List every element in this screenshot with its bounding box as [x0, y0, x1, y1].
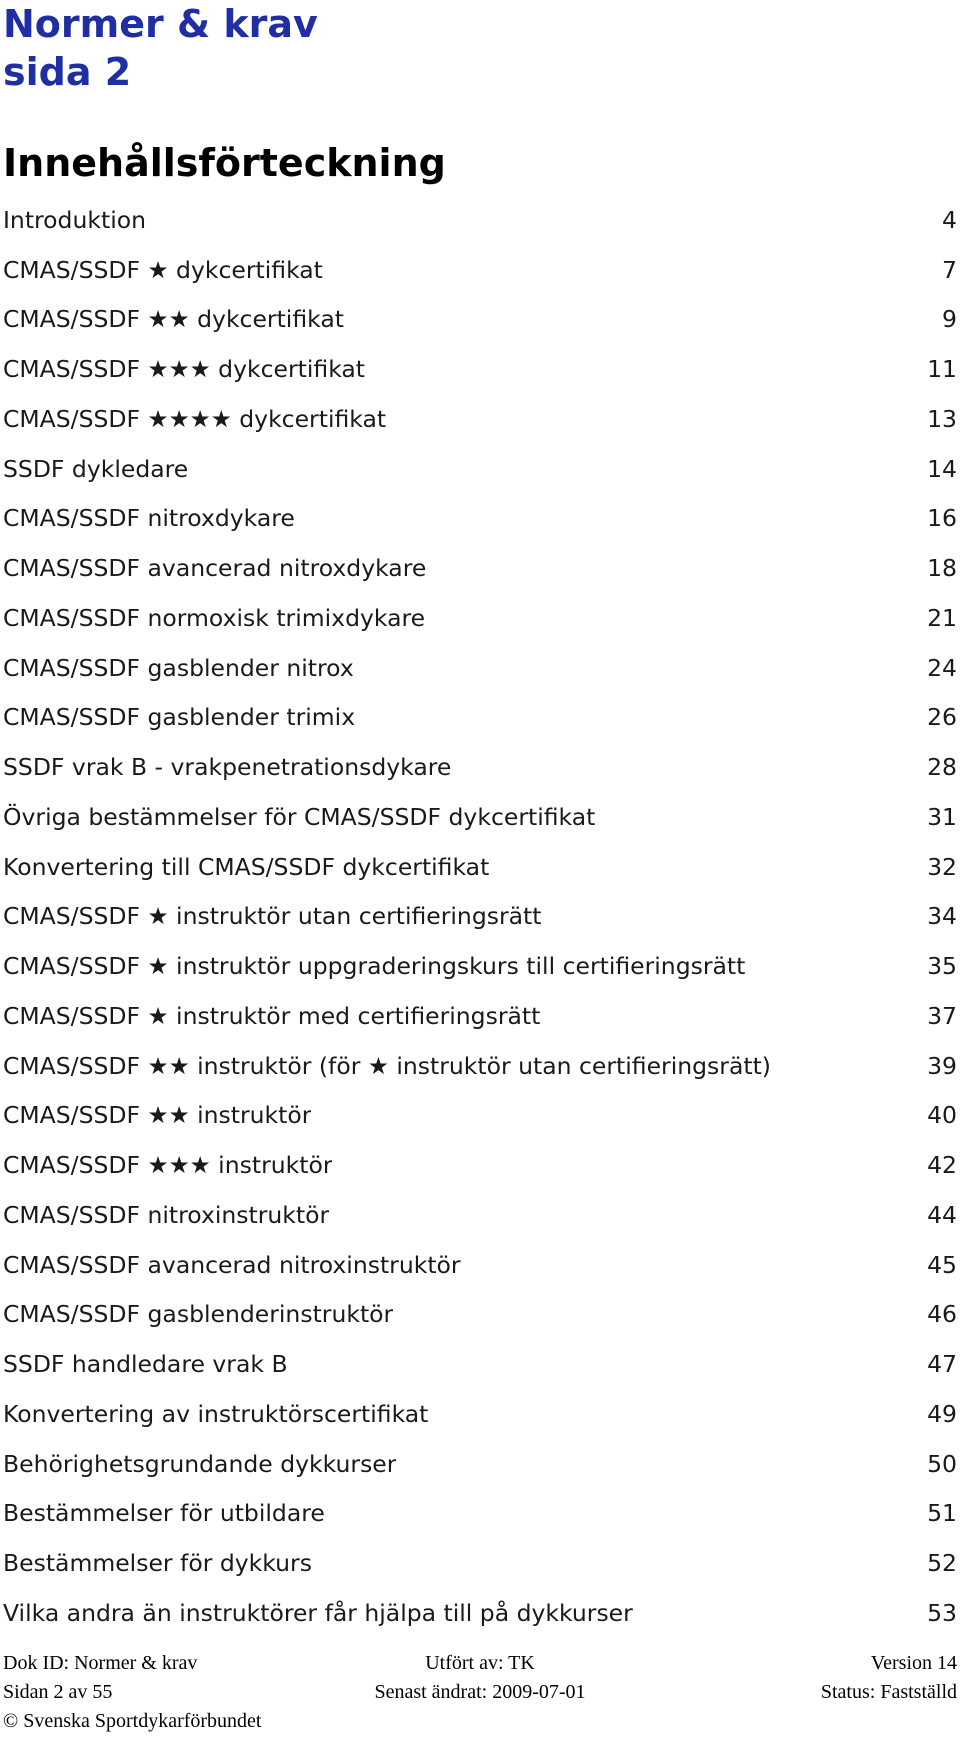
toc-entry-page: 26	[927, 703, 957, 732]
toc-entry[interactable]	[3, 1588, 957, 1638]
toc-entry[interactable]	[3, 643, 957, 693]
toc-entry-title: CMAS/SSDF normoxisk trimixdykare	[3, 603, 426, 632]
toc-entry-title: Konvertering av instruktörscertifikat	[3, 1399, 429, 1428]
toc-entry-title: CMAS/SSDF ★ instruktör utan certifieringsrätt	[3, 902, 542, 931]
toc-entry[interactable]	[3, 543, 957, 593]
toc-entry-title: CMAS/SSDF ★ instruktör uppgraderingskurs till certifieringsrätt	[3, 952, 746, 981]
toc-entry-page: 40	[927, 1101, 957, 1130]
toc-entry-title: CMAS/SSDF ★ instruktör med certifieringsrätt	[3, 1001, 541, 1030]
footer-page-count: Sidan 2 av 55	[3, 1681, 113, 1703]
footer-row-2	[3, 1678, 957, 1707]
document-header	[3, 0, 318, 96]
toc-entry-title: CMAS/SSDF avancerad nitroxdykare	[3, 554, 427, 583]
toc-entry-page: 51	[927, 1499, 957, 1528]
toc-entry-page: 18	[927, 554, 957, 583]
toc-entry-title: CMAS/SSDF ★★★ instruktör	[3, 1151, 333, 1180]
toc-entry-page: 39	[927, 1051, 957, 1080]
toc-entry[interactable]	[3, 1439, 957, 1489]
toc-entry[interactable]	[3, 1290, 957, 1340]
toc-entry-title: CMAS/SSDF gasblender trimix	[3, 703, 356, 732]
toc-entry-title: Bestämmelser för utbildare	[3, 1499, 325, 1528]
toc-entry-title: CMAS/SSDF ★★ instruktör	[3, 1101, 312, 1130]
toc-entry-title: CMAS/SSDF gasblenderinstruktör	[3, 1300, 394, 1329]
toc-entry[interactable]	[3, 1041, 957, 1091]
toc-list	[3, 195, 957, 1638]
toc-entry-page: 50	[927, 1449, 957, 1478]
toc-entry-title: Konvertering till CMAS/SSDF dykcertifikat	[3, 852, 490, 881]
toc-entry[interactable]	[3, 1489, 957, 1539]
toc-entry[interactable]	[3, 1240, 957, 1290]
toc-entry-page: 44	[927, 1200, 957, 1229]
toc-entry-title: Övriga bestämmelser för CMAS/SSDF dykcertifikat	[3, 802, 596, 831]
toc-entry[interactable]	[3, 941, 957, 991]
toc-entry[interactable]	[3, 693, 957, 743]
toc-entry-page: 9	[942, 305, 957, 334]
page-label: sida 2	[3, 50, 132, 94]
toc-entry-title: CMAS/SSDF ★★ instruktör (för ★ instruktör utan certifieringsrätt)	[3, 1051, 771, 1080]
toc-heading: Innehållsförteckning	[3, 141, 446, 185]
toc-entry-page: 45	[927, 1250, 957, 1279]
toc-entry-page: 52	[927, 1549, 957, 1578]
toc-entry-title: SSDF handledare vrak B	[3, 1350, 288, 1379]
toc-entry-title: CMAS/SSDF nitroxdykare	[3, 504, 295, 533]
toc-entry-page: 7	[942, 255, 957, 284]
footer-version: Version 14	[870, 1652, 957, 1674]
toc-entry-page: 35	[927, 952, 957, 981]
toc-entry[interactable]	[3, 344, 957, 394]
toc-entry-page: 42	[927, 1151, 957, 1180]
toc-entry[interactable]	[3, 842, 957, 892]
toc-entry-title: SSDF vrak B - vrakpenetrationsdykare	[3, 753, 452, 782]
footer-row-1	[3, 1649, 957, 1678]
toc-entry-page: 28	[927, 753, 957, 782]
toc-entry-title: CMAS/SSDF ★ dykcertifikat	[3, 255, 323, 284]
toc-entry[interactable]	[3, 892, 957, 942]
toc-entry-title: CMAS/SSDF ★★ dykcertifikat	[3, 305, 344, 334]
toc-entry[interactable]	[3, 394, 957, 444]
toc-entry-page: 31	[927, 802, 957, 831]
toc-entry-title: Behörighetsgrundande dykkurser	[3, 1449, 397, 1478]
toc-entry[interactable]	[3, 991, 957, 1041]
toc-entry-page: 34	[927, 902, 957, 931]
toc-entry[interactable]	[3, 1190, 957, 1240]
toc-entry-title: Bestämmelser för dykkurs	[3, 1549, 312, 1578]
toc-entry-title: CMAS/SSDF avancerad nitroxinstruktör	[3, 1250, 461, 1279]
toc-entry-page: 13	[927, 404, 957, 433]
toc-entry-page: 14	[927, 454, 957, 483]
toc-entry-title: CMAS/SSDF ★★★ dykcertifikat	[3, 355, 366, 384]
toc-entry[interactable]	[3, 1140, 957, 1190]
toc-entry[interactable]	[3, 1538, 957, 1588]
toc-entry[interactable]	[3, 742, 957, 792]
toc-entry-page: 16	[927, 504, 957, 533]
toc-entry-page: 11	[927, 355, 957, 384]
footer-last-changed: Senast ändrat: 2009-07-01	[374, 1681, 586, 1703]
toc-entry-page: 47	[927, 1350, 957, 1379]
toc-entry-title: Introduktion	[3, 205, 146, 234]
toc-entry[interactable]	[3, 593, 957, 643]
toc-entry[interactable]	[3, 1389, 957, 1439]
toc-entry[interactable]	[3, 1339, 957, 1389]
toc-entry[interactable]	[3, 444, 957, 494]
toc-entry-title: CMAS/SSDF ★★★★ dykcertifikat	[3, 404, 387, 433]
toc-entry-page: 24	[927, 653, 957, 682]
toc-entry[interactable]	[3, 494, 957, 544]
toc-entry[interactable]	[3, 792, 957, 842]
toc-entry[interactable]	[3, 295, 957, 345]
toc-entry-title: CMAS/SSDF gasblender nitrox	[3, 653, 354, 682]
toc-entry-page: 4	[942, 205, 957, 234]
toc-entry-title: SSDF dykledare	[3, 454, 189, 483]
toc-entry-title: CMAS/SSDF nitroxinstruktör	[3, 1200, 330, 1229]
toc-entry-title: Vilka andra än instruktörer får hjälpa till på dykkurser	[3, 1598, 633, 1627]
toc-entry-page: 49	[927, 1399, 957, 1428]
toc-entry-page: 32	[927, 852, 957, 881]
document-title: Normer & krav	[3, 2, 318, 46]
toc-entry-page: 46	[927, 1300, 957, 1329]
toc-entry-page: 53	[927, 1598, 957, 1627]
footer-doc-id: Dok ID: Normer & krav	[3, 1652, 198, 1674]
toc-entry[interactable]	[3, 195, 957, 245]
footer-performed-by: Utfört av: TK	[425, 1652, 535, 1674]
footer-copyright: © Svenska Sportdykarförbundet	[3, 1710, 262, 1732]
toc-entry-page: 37	[927, 1001, 957, 1030]
toc-entry[interactable]	[3, 245, 957, 295]
footer-status: Status: Fastställd	[820, 1681, 957, 1703]
page-footer	[3, 1649, 957, 1736]
toc-entry[interactable]	[3, 1091, 957, 1141]
toc-entry-page: 21	[927, 603, 957, 632]
